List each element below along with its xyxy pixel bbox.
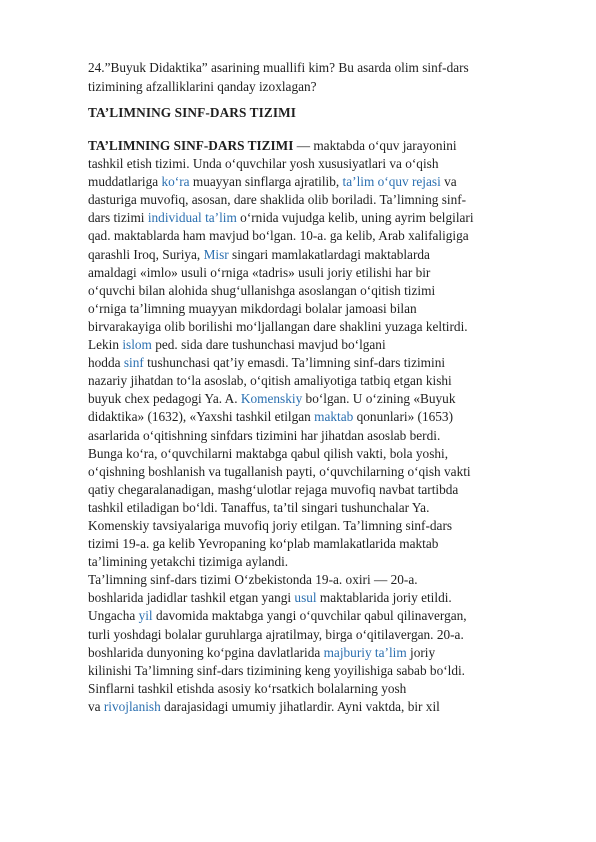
paragraph-line bbox=[88, 553, 558, 571]
text-run: ta’limining yetakchi tizimiga aylandi. bbox=[88, 554, 289, 570]
term-link[interactable]: Misr bbox=[203, 246, 229, 262]
paragraph-line bbox=[88, 137, 558, 155]
text-run: o‘rnida vujudga kelib, uning ayrim belgilari bbox=[236, 210, 474, 226]
paragraph-line bbox=[88, 517, 558, 535]
term-title: TA’LIMNING SINF-DARS TIZIMI bbox=[88, 138, 294, 153]
document-page bbox=[88, 58, 558, 716]
text-run: Bunga ko‘ra, o‘quvchilarni maktabga qabul qilish vakti, bola yoshi, bbox=[88, 445, 449, 461]
paragraph-line bbox=[88, 191, 558, 209]
paragraph-line bbox=[88, 300, 558, 318]
paragraph-line bbox=[88, 662, 558, 680]
text-run: Lekin bbox=[88, 337, 123, 353]
paragraph-line bbox=[88, 155, 558, 173]
paragraph-line bbox=[88, 408, 558, 426]
term-link[interactable]: ta’lim o‘quv rejasi bbox=[342, 174, 441, 190]
text-run: qonunlari» (1653) bbox=[353, 409, 454, 425]
paragraph-line bbox=[88, 354, 558, 372]
question-line: tizimining afzalliklarini qanday izoxlagan? bbox=[88, 79, 317, 94]
paragraph-line bbox=[88, 227, 558, 245]
paragraph-line bbox=[88, 264, 558, 282]
text-run: muayyan sinflarga ajratilib, bbox=[189, 174, 343, 190]
paragraph-line bbox=[88, 463, 558, 481]
text-run: o‘qishning boshlanish va tugallanish payti, o‘quvchilarning o‘qish vakti bbox=[88, 463, 471, 479]
term-link[interactable]: usul bbox=[294, 590, 317, 606]
text-run: ped. sida dare tushunchasi mavjud bo‘lgani bbox=[151, 337, 386, 353]
text-run: va bbox=[440, 174, 457, 190]
term-link[interactable]: islom bbox=[122, 337, 152, 353]
paragraph-line bbox=[88, 427, 558, 445]
text-run: qad. maktablarda ham mavjud bo‘lgan. 10-a. ga kelib, Arab xalifaligiga bbox=[88, 228, 469, 244]
term-link[interactable]: individual ta’lim bbox=[147, 210, 237, 226]
text-run: tizimi 19-a. ga kelib Yevropaning ko‘plab mamlakatlarida maktab bbox=[88, 536, 439, 552]
text-run: — maktabda o‘quv jarayonini bbox=[293, 138, 457, 153]
paragraph-line bbox=[88, 390, 558, 408]
text-run: davomida maktabga yangi o‘quvchilar qabul qilinavergan, bbox=[152, 608, 467, 624]
text-run: tashkil etish tizimi. Unda o‘quvchilar yosh xususiyatlari va o‘qish bbox=[88, 156, 439, 172]
term-link[interactable]: maktab bbox=[314, 409, 354, 425]
text-run: Sinflarni tashkil etishda asosiy ko‘rsatkich bolalarning yosh bbox=[88, 680, 407, 696]
question-line: 24.”Buyuk Didaktika” asarining muallifi kim? Bu asarda olim sinf-dars bbox=[88, 60, 469, 75]
text-run: Ungacha bbox=[88, 608, 139, 624]
text-run: didaktika» (1632), «Yaxshi tashkil etilgan bbox=[88, 409, 315, 425]
text-run: nazariy jihatdan to‘la asoslab, o‘qitish amaliyotiga tatbiq etgan kishi bbox=[88, 373, 452, 389]
text-run: o‘rniga ta’limning muayyan mikdordagi bolalar jamoasi bilan bbox=[88, 300, 417, 316]
paragraph-line bbox=[88, 445, 558, 463]
section-heading: TA’LIMNING SINF-DARS TIZIMI bbox=[88, 105, 297, 120]
paragraph-line bbox=[88, 680, 558, 698]
text-run: asarlarida o‘qitishning sinfdars tizimini har jihatdan asoslab berdi. bbox=[88, 427, 441, 443]
paragraph-line bbox=[88, 336, 558, 354]
text-run: birvarakayiga olib borilishi mo‘ljallangan dare shaklini yuzaga keltirdi. bbox=[88, 318, 468, 334]
paragraph-line bbox=[88, 499, 558, 517]
text-run: Komenskiy tavsiyalariga muvofiq joriy etilgan. Ta’limning sinf-dars bbox=[88, 517, 453, 533]
text-run: qarashli Iroq, Suriya, bbox=[88, 246, 204, 262]
term-link[interactable]: yil bbox=[138, 608, 153, 624]
paragraph-line bbox=[88, 626, 558, 644]
text-run: dars tizimi bbox=[88, 210, 148, 226]
paragraph-line bbox=[88, 571, 558, 589]
text-run: bo‘lgan. U o‘zining «Buyuk bbox=[302, 391, 456, 407]
text-run: Ta’limning sinf-dars tizimi O‘zbekistonda 19-a. oxiri — 20-a. bbox=[88, 572, 418, 588]
text-run: singari mamlakatlardagi maktablarda bbox=[228, 246, 430, 262]
text-run: muddatlariga bbox=[88, 174, 162, 190]
term-link[interactable]: Komenskiy bbox=[240, 391, 303, 407]
paragraph-line bbox=[88, 282, 558, 300]
text-run: boshlarida jadidlar tashkil etgan yangi bbox=[88, 590, 295, 606]
paragraph-line bbox=[88, 372, 558, 390]
paragraph-line bbox=[88, 607, 558, 625]
paragraph-line bbox=[88, 246, 558, 264]
paragraph-line bbox=[88, 318, 558, 336]
text-run: boshlarida dunyoning ko‘pgina davlatlarida bbox=[88, 644, 324, 660]
text-run: turli yoshdagi bolalar guruhlarga ajratilmay, birga o‘qitilavergan. 20-a. bbox=[88, 626, 464, 642]
paragraph-line bbox=[88, 589, 558, 607]
term-link[interactable]: sinf bbox=[123, 355, 144, 371]
paragraph-line bbox=[88, 481, 558, 499]
text-run: maktablarida joriy etildi. bbox=[316, 590, 452, 606]
text-run: hodda bbox=[88, 355, 124, 371]
text-run: qatiy chegaralanadigan, mashg‘ulotlar rejaga muvofiq navbat tartibda bbox=[88, 481, 459, 497]
text-run: va bbox=[88, 698, 104, 714]
text-run: dasturiga muvofiq, asosan, dare shaklida olib boriladi. Ta’limning sinf- bbox=[88, 192, 467, 208]
paragraph-line bbox=[88, 535, 558, 553]
text-run: joriy bbox=[406, 644, 436, 660]
question-block bbox=[88, 58, 558, 96]
paragraph-line bbox=[88, 209, 558, 227]
paragraph-line bbox=[88, 644, 558, 662]
text-run: darajasidagi umumiy jihatlardir. Ayni vaktda, bir xil bbox=[160, 698, 440, 714]
text-run: buyuk chex pedagogi Ya. A. bbox=[88, 391, 241, 407]
text-run: tashkil etiladigan bo‘ldi. Tanaffus, ta’til singari tushunchalar Ya. bbox=[88, 499, 430, 515]
paragraph-line bbox=[88, 698, 558, 716]
text-run: tushunchasi qat’iy emasdi. Ta’limning sinf-dars tizimini bbox=[143, 355, 446, 371]
text-run: kilinishi Ta’limning sinf-dars tizimining keng yoyilishiga sabab bo‘ldi. bbox=[88, 662, 466, 678]
term-link[interactable]: majburiy ta’lim bbox=[323, 644, 407, 660]
text-run: amaldagi «imlo» usuli o‘rniga «tadris» usuli joriy etilishi har bir bbox=[88, 264, 431, 280]
text-run: o‘quvchi bilan alohida shug‘ullanishga asoslangan o‘qitish tizimi bbox=[88, 282, 436, 298]
term-link[interactable]: rivojlanish bbox=[103, 698, 161, 714]
paragraph-line bbox=[88, 173, 558, 191]
term-link[interactable]: ko‘ra bbox=[161, 174, 190, 190]
article-paragraph bbox=[88, 137, 558, 716]
